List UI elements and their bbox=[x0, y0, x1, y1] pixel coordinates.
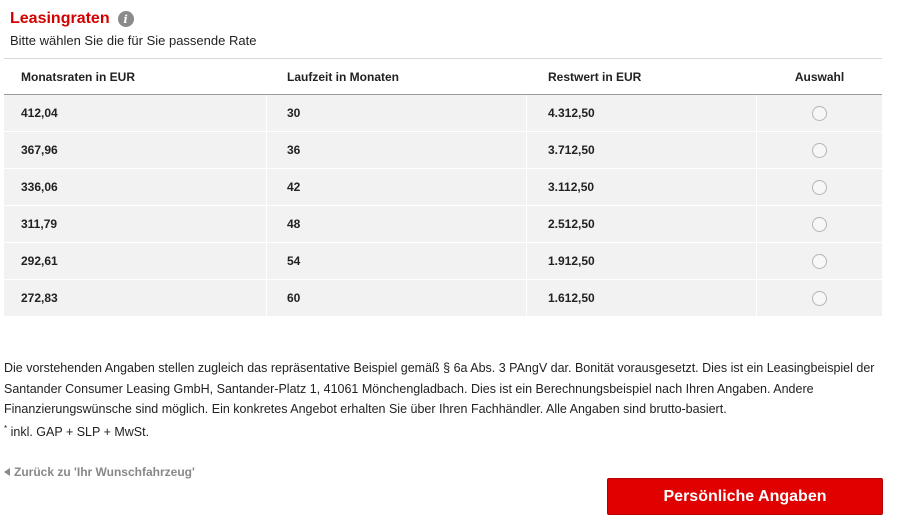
table-row[interactable] bbox=[4, 169, 882, 206]
leasing-rates-table bbox=[4, 58, 882, 317]
selection-cell bbox=[757, 132, 882, 168]
column-header-auswahl: Auswahl bbox=[794, 69, 845, 84]
restwert-cell: 1.912,50 bbox=[527, 243, 757, 279]
rate-radio[interactable] bbox=[812, 106, 827, 121]
column-header-laufzeit: Laufzeit in Monaten bbox=[287, 69, 399, 84]
column-header-restwert: Restwert in EUR bbox=[548, 69, 642, 84]
selection-cell bbox=[757, 169, 882, 205]
header bbox=[10, 8, 134, 30]
laufzeit-cell: 48 bbox=[267, 206, 527, 242]
back-arrow-icon bbox=[4, 468, 10, 476]
footnote bbox=[4, 424, 149, 439]
table-row[interactable] bbox=[4, 132, 882, 169]
table-row[interactable] bbox=[4, 206, 882, 243]
restwert-cell: 3.112,50 bbox=[527, 169, 757, 205]
table-row[interactable] bbox=[4, 280, 882, 317]
laufzeit-cell: 30 bbox=[267, 95, 527, 131]
restwert-cell: 2.512,50 bbox=[527, 206, 757, 242]
back-link[interactable] bbox=[4, 465, 195, 479]
laufzeit-cell: 54 bbox=[267, 243, 527, 279]
selection-cell bbox=[757, 243, 882, 279]
restwert-cell: 4.312,50 bbox=[527, 95, 757, 131]
rate-cell: 336,06 bbox=[4, 169, 267, 205]
footnote-text: inkl. GAP + SLP + MwSt. bbox=[7, 425, 150, 440]
rate-cell: 292,61 bbox=[4, 243, 267, 279]
rate-cell: 367,96 bbox=[4, 132, 267, 168]
rate-cell: 311,79 bbox=[4, 206, 267, 242]
table-header bbox=[4, 58, 882, 95]
rate-cell: 272,83 bbox=[4, 280, 267, 316]
restwert-cell: 3.712,50 bbox=[527, 132, 757, 168]
rate-radio[interactable] bbox=[812, 217, 827, 232]
legal-disclaimer: Die vorstehenden Angaben stellen zugleich das repräsentative Beispiel gemäß § 6a Abs. 3 PAngV dar. Bonität vorausgesetzt. Dies ist ein Leasingbeispiel der Santander Consumer Leasing GmbH, Santander-Platz 1, 41061 Mönchengladbach. Dies ist ein Berechnungsbeispiel nach Ihren Angaben. Andere Finanzierungswünsche sind möglich. Ein konkretes Angebot erhalten Sie über Ihren Fachhändler. Alle Angaben sind brutto-basiert. bbox=[4, 361, 875, 416]
table-row[interactable] bbox=[4, 243, 882, 280]
laufzeit-cell: 42 bbox=[267, 169, 527, 205]
rate-radio[interactable] bbox=[812, 143, 827, 158]
selection-cell bbox=[757, 280, 882, 316]
table-row[interactable] bbox=[4, 95, 882, 132]
back-link-label: Zurück zu 'Ihr Wunschfahrzeug' bbox=[14, 465, 195, 479]
laufzeit-cell: 36 bbox=[267, 132, 527, 168]
rate-radio[interactable] bbox=[812, 180, 827, 195]
rate-cell: 412,04 bbox=[4, 95, 267, 131]
column-header-monatsraten: Monatsraten in EUR bbox=[21, 69, 136, 84]
restwert-cell: 1.612,50 bbox=[527, 280, 757, 316]
selection-cell bbox=[757, 95, 882, 131]
selection-cell bbox=[757, 206, 882, 242]
laufzeit-cell: 60 bbox=[267, 280, 527, 316]
info-icon[interactable]: i bbox=[118, 11, 134, 27]
page-subtitle: Bitte wählen Sie die für Sie passende Rate bbox=[10, 33, 257, 48]
page-title: Leasingraten bbox=[10, 10, 110, 27]
footnote-mark: * bbox=[4, 424, 8, 433]
rate-radio[interactable] bbox=[812, 291, 827, 306]
persoenliche-angaben-button[interactable]: Persönliche Angaben bbox=[607, 478, 883, 515]
rate-radio[interactable] bbox=[812, 254, 827, 269]
